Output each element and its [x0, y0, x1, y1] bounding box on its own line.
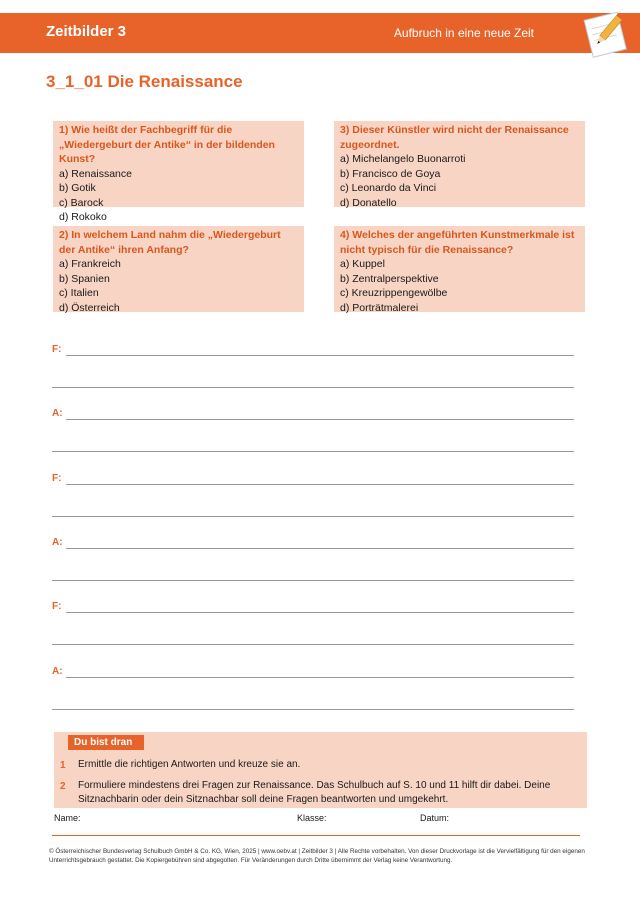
- question-text: 4) Welches der angeführten Kunstmerkmale ist nicht typisch für die Renaissance?: [340, 229, 575, 256]
- answer-option: d) Porträtmalerei: [340, 301, 419, 314]
- header-bar: [0, 13, 640, 53]
- writing-line[interactable]: [66, 355, 574, 356]
- answer-option: c) Italien: [59, 287, 99, 299]
- writing-line[interactable]: [52, 709, 574, 710]
- question-text: 3) Dieser Künstler wird nicht der Renaissance zugeordnet.: [340, 124, 569, 151]
- chapter-subtitle: Aufbruch in eine neue Zeit: [393, 26, 534, 40]
- date-label: Datum:: [420, 813, 450, 823]
- answer-option: b) Spanien: [59, 272, 110, 285]
- name-label: Name:: [54, 813, 81, 823]
- task-text: Ermittle die richtigen Antworten und kreuze sie an.: [78, 759, 301, 770]
- writing-line[interactable]: [52, 387, 574, 388]
- task-number: 2: [60, 781, 66, 792]
- writing-line[interactable]: [66, 612, 574, 613]
- answer-option: a) Kuppel: [340, 258, 385, 270]
- question-text: 2) In welchem Land nahm die „Wiedergeburt der Antike“ ihren Anfang?: [59, 229, 281, 256]
- writing-line[interactable]: [52, 644, 574, 645]
- answer-label: A:: [52, 537, 63, 548]
- question-label: F:: [52, 344, 62, 355]
- task-number: 1: [60, 760, 66, 771]
- question-text: 1) Wie heißt der Fachbegriff für die „Wiedergeburt der Antike“ in der bildenden Kunst?: [59, 124, 275, 165]
- answer-option: c) Leonardo da Vinci: [340, 182, 437, 194]
- question-label: F:: [52, 601, 62, 612]
- writing-line[interactable]: [66, 677, 574, 678]
- question-box-1: [53, 121, 304, 223]
- answer-option: b) Francisco de Goya: [340, 167, 441, 180]
- writing-line[interactable]: [66, 419, 574, 420]
- answer-option: b) Zentralperspektive: [340, 272, 439, 285]
- book-title: Zeitbilder 3: [46, 23, 127, 40]
- task-text: Formuliere mindestens drei Fragen zur Renaissance. Das Schulbuch auf S. 10 und 11 hilft dir dabei. Deine Sitznachbarin oder dein Sitznachbar soll deine Fragen beantworten und umgekehrt.: [78, 780, 551, 805]
- answer-option: a) Michelangelo Buonarroti: [340, 153, 466, 165]
- question-box-4: [334, 226, 585, 312]
- answer-option: d) Österreich: [59, 301, 120, 314]
- answer-option: b) Gotik: [59, 182, 96, 194]
- page-title: 3_1_01 Die Renaissance: [46, 72, 243, 91]
- writing-line[interactable]: [52, 516, 574, 517]
- answer-option: d) Rokoko: [59, 211, 107, 223]
- footer-divider: [52, 835, 580, 836]
- writing-line[interactable]: [66, 484, 574, 485]
- answer-option: c) Barock: [59, 196, 104, 209]
- answer-option: a) Frankreich: [59, 258, 121, 270]
- writing-line[interactable]: [52, 451, 574, 452]
- pencil-paper-icon: [576, 8, 632, 60]
- answer-label: A:: [52, 408, 63, 419]
- question-label: F:: [52, 473, 62, 484]
- question-box-3: [334, 121, 585, 207]
- writing-line[interactable]: [52, 580, 574, 581]
- answer-option: a) Renaissance: [59, 167, 132, 180]
- class-label: Klasse:: [297, 813, 327, 823]
- task-heading: Du bist dran: [68, 735, 144, 750]
- writing-line[interactable]: [66, 548, 574, 549]
- question-box-2: [53, 226, 304, 312]
- answer-option: d) Donatello: [340, 196, 397, 209]
- answer-option: c) Kreuzrippengewölbe: [340, 287, 448, 299]
- answer-label: A:: [52, 666, 63, 677]
- copyright-notice: © Österreichischer Bundesverlag Schulbuch GmbH & Co. KG, Wien, 2025 | www.oebv.at | Zeitbilder 3 | Alle Rechte vorbehalten. Von dieser Druckvorlage ist die Vervielfältigung für den eigenen Unterrichtsgebrauch gestattet. Die Kopiergebühren sind abgegolten. Für Veränderungen durch Dritte übernimmt der Verlag keine Verantwortung.: [49, 848, 585, 864]
